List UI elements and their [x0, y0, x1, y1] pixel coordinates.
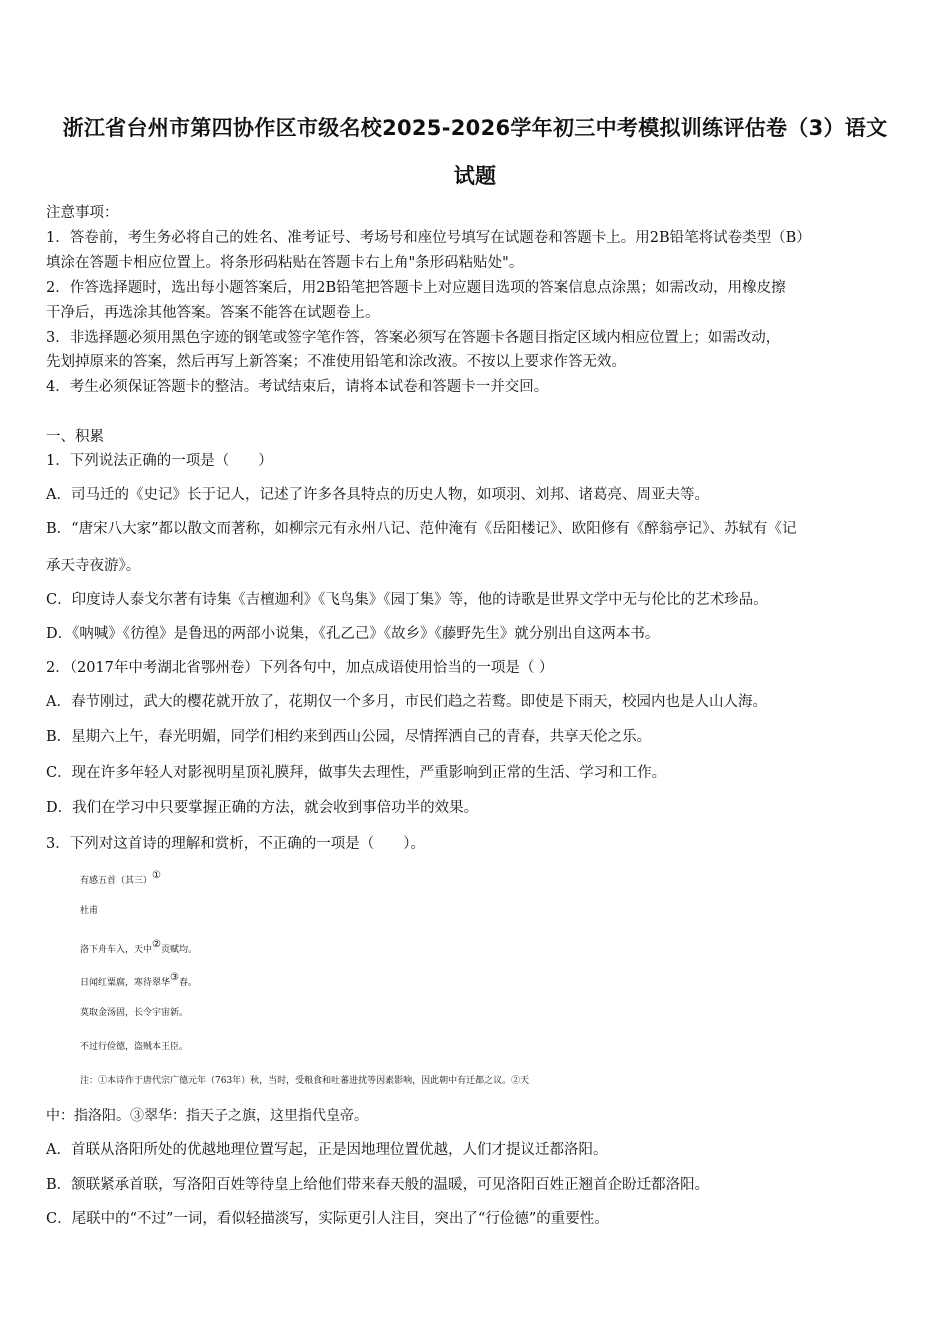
question-1-stem: 1．下列说法正确的一项是（ ）: [46, 453, 273, 469]
question-2-option-a: A．春节刚过，武大的樱花就开放了，花期仅一个多月，市民们趋之若鹜。即使是下雨天，校园内也是人山人海。: [46, 694, 767, 710]
poem-line: [80, 935, 948, 960]
question-1-option-a: A．司马迁的《史记》长于记人，记述了许多各具特点的历史人物，如项羽、刘邦、诸葛亮、周亚夫等。: [46, 487, 709, 503]
poem-text: 春。: [178, 978, 197, 988]
footnote-marker: ①: [152, 870, 161, 881]
poem-text: 贡赋均。: [160, 945, 197, 955]
notice-line: 1．答卷前，考生务必将自己的姓名、准考证号、考场号和座位号填写在试题卷和答题卡上。用2B铅笔将试卷类型（B）: [46, 230, 811, 246]
poem-text: 日闻红粟腐，寒待翠华: [80, 978, 171, 988]
poem-line: 不过行俭德，盗贼本王臣。: [80, 1042, 189, 1052]
notice-heading: 注意事项：: [46, 205, 119, 221]
question-2-option-c: C．现在许多年轻人对影视明星顶礼膜拜，做事失去理性，严重影响到正常的生活、学习和工作。: [46, 765, 667, 781]
poem-text: 洛下舟车入，天中: [80, 945, 153, 955]
poem-note-cont: 中：指洛阳。③翠华：指天子之旗，这里指代皇帝。: [46, 1108, 368, 1124]
notice-line: 2．作答选择题时，选出每小题答案后，用2B铅笔把答题卡上对应题目选项的答案信息点涂黑；如需改动，用橡皮擦: [46, 280, 786, 296]
footnote-marker: ②: [152, 939, 161, 950]
notice-line: 干净后，再选涂其他答案。答案不能答在试题卷上。: [46, 305, 380, 321]
question-3-option-b: B．颔联紧承首联，写洛阳百姓等待皇上给他们带来春天般的温暖，可见洛阳百姓正翘首企盼迁都洛阳。: [46, 1177, 710, 1193]
footnote-marker: ③: [170, 972, 179, 983]
poem-title: [80, 866, 948, 891]
exam-title-line1: 浙江省台州市第四协作区市级名校2025-2026学年初三中考模拟训练评估卷（3）语文: [62, 116, 888, 140]
exam-title-line2: 试题: [453, 164, 497, 188]
question-3-option-a: A．首联从洛阳所处的优越地理位置写起，正是因地理位置优越，人们才提议迁都洛阳。: [46, 1142, 608, 1158]
question-2-option-b: B．星期六上午，春光明媚，同学们相约来到西山公园，尽情挥洒自己的青春，共享天伦之乐。: [46, 729, 652, 745]
question-3-option-c: C．尾联中的“不过”一词，看似轻描淡写，实际更引人注目，突出了“行俭德”的重要性。: [46, 1211, 609, 1227]
poem-line: [80, 968, 948, 993]
section-heading: 一、积累: [46, 429, 104, 445]
question-1-option-b-cont: 承天寺夜游》。: [46, 558, 141, 574]
question-3-stem: 3．下列对这首诗的理解和赏析，不正确的一项是（ ）。: [46, 836, 425, 852]
poem-author: 杜甫: [80, 906, 99, 916]
notice-line: 先划掉原来的答案，然后再写上新答案；不准使用铅笔和涂改液。不按以上要求作答无效。: [46, 354, 626, 370]
poem-note: 注：①本诗作于唐代宗广德元年（763年）秋，当时，受粮食和吐蕃进扰等因素影响，因此朝中有迁都之议。②天: [80, 1076, 530, 1086]
poem-line: 莫取金汤固，长令宇宙新。: [80, 1008, 189, 1018]
poem-title-text: 有感五首（其三）: [80, 876, 153, 886]
question-2-stem: 2．（2017年中考湖北省鄂州卷）下列各句中，加点成语使用恰当的一项是（ ）: [46, 660, 554, 676]
question-2-option-d: D．我们在学习中只要掌握正确的方法，就会收到事倍功半的效果。: [46, 800, 479, 816]
question-1-option-b: B．“唐宋八大家”都以散文而著称，如柳宗元有永州八记、范仲淹有《岳阳楼记》、欧阳修有《醉翁亭记》、苏轼有《记: [46, 521, 797, 537]
question-1-option-c: C．印度诗人泰戈尔著有诗集《吉檀迦利》《飞鸟集》《园丁集》等，他的诗歌是世界文学中无与伦比的艺术珍品。: [46, 592, 768, 608]
question-1-option-d: D．《呐喊》《彷徨》是鲁迅的两部小说集，《孔乙己》《故乡》《藤野先生》就分别出自这两本书。: [46, 626, 660, 642]
notice-line: 4．考生必须保证答题卡的整洁。考试结束后，请将本试卷和答题卡一并交回。: [46, 379, 549, 395]
notice-line: 3．非选择题必须用黑色字迹的钢笔或签字笔作答，答案必须写在答题卡各题目指定区域内相应位置上；如需改动，: [46, 330, 781, 346]
notice-line: 填涂在答题卡相应位置上。将条形码粘贴在答题卡右上角"条形码粘贴处"。: [46, 255, 524, 271]
